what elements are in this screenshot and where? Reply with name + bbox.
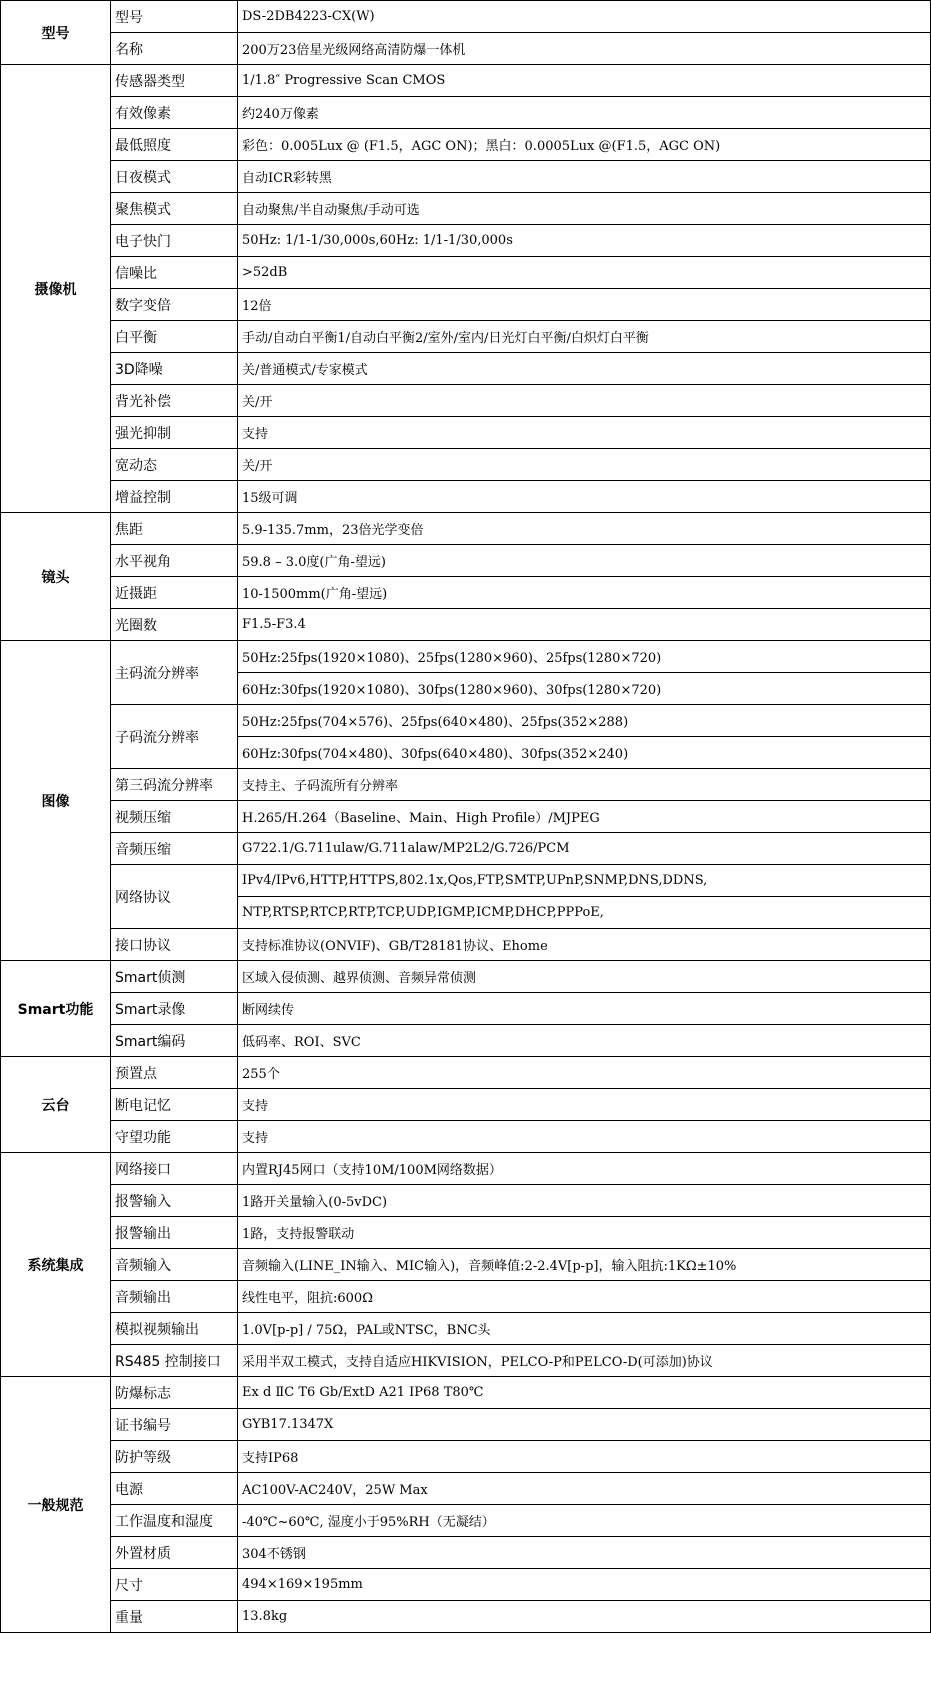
param-cell: 音频输入 [111,1249,238,1281]
param-cell: 子码流分辨率 [111,705,238,769]
value-cell: DS-2DB4223-CX(W) [238,1,931,33]
value-cell: 支持主、子码流所有分辨率 [238,769,931,801]
table-row [1,929,931,961]
value-cell: 1路开关量输入(0-5vDC) [238,1185,931,1217]
value-cell: 采用半双工模式，支持自适应HIKVISION，PELCO-P和PELCO-D(可添加)协议 [238,1345,931,1377]
param-cell: 最低照度 [111,129,238,161]
value-cell: 音频输入(LINE_IN输入、MIC输入)，音频峰值:2-2.4V[p-p]，输入阻抗:1KΩ±10% [238,1249,931,1281]
value-cell: GYB17.1347X [238,1409,931,1441]
value-cell: 关/开 [238,385,931,417]
value-cell: 50Hz:25fps(704×576)、25fps(640×480)、25fps(352×288) [238,705,931,737]
param-cell: Smart编码 [111,1025,238,1057]
value-cell: 支持标准协议(ONVIF)、GB/T28181协议、Ehome [238,929,931,961]
category-cell: 镜头 [1,513,111,641]
table-row [1,833,931,865]
value-cell: 255个 [238,1057,931,1089]
param-cell: 报警输出 [111,1217,238,1249]
param-cell: Smart录像 [111,993,238,1025]
table-row [1,481,931,513]
table-row [1,1569,931,1601]
value-cell: NTP,RTSP,RTCP,RTP,TCP,UDP,IGMP,ICMP,DHCP,PPPoE, [238,897,931,929]
param-cell: 水平视角 [111,545,238,577]
table-row [1,1505,931,1537]
value-cell: 低码率、ROI、SVC [238,1025,931,1057]
param-cell: 有效像素 [111,97,238,129]
table-row [1,641,931,673]
spec-table-body [1,1,931,1633]
category-cell: 一般规范 [1,1377,111,1633]
value-cell: 200万23倍星光级网络高清防爆一体机 [238,33,931,65]
value-cell: 50Hz: 1/1-1/30,000s,60Hz: 1/1-1/30,000s [238,225,931,257]
table-row [1,801,931,833]
value-cell: 支持 [238,417,931,449]
table-row [1,1313,931,1345]
table-row [1,577,931,609]
table-row [1,993,931,1025]
param-cell: 光圈数 [111,609,238,641]
param-cell: 音频输出 [111,1281,238,1313]
table-row [1,97,931,129]
value-cell: 彩色：0.005Lux @ (F1.5，AGC ON)；黑白：0.0005Lux @(F1.5，AGC ON) [238,129,931,161]
value-cell: 线性电平，阻抗:600Ω [238,1281,931,1313]
category-cell: 云台 [1,1057,111,1153]
param-cell: 增益控制 [111,481,238,513]
table-row [1,705,931,737]
table-row [1,1409,931,1441]
value-cell: 59.8 – 3.0度(广角-望远) [238,545,931,577]
param-cell: 报警输入 [111,1185,238,1217]
table-row [1,1121,931,1153]
param-cell: 守望功能 [111,1121,238,1153]
param-cell: 音频压缩 [111,833,238,865]
value-cell: 支持 [238,1089,931,1121]
table-row [1,1217,931,1249]
value-cell: 支持IP68 [238,1441,931,1473]
table-row [1,321,931,353]
table-row [1,1441,931,1473]
value-cell: 50Hz:25fps(1920×1080)、25fps(1280×960)、25fps(1280×720) [238,641,931,673]
table-row [1,289,931,321]
param-cell: 预置点 [111,1057,238,1089]
table-row [1,1377,931,1409]
value-cell: 15级可调 [238,481,931,513]
table-row [1,65,931,97]
value-cell: 10-1500mm(广角-望远) [238,577,931,609]
table-row [1,1185,931,1217]
table-row [1,1601,931,1633]
param-cell: 日夜模式 [111,161,238,193]
value-cell: 60Hz:30fps(704×480)、30fps(640×480)、30fps(352×240) [238,737,931,769]
table-row [1,1025,931,1057]
table-row [1,129,931,161]
value-cell: 1路，支持报警联动 [238,1217,931,1249]
table-row [1,1,931,33]
category-cell: 摄像机 [1,65,111,513]
value-cell: F1.5-F3.4 [238,609,931,641]
param-cell: 防爆标志 [111,1377,238,1409]
category-cell: Smart功能 [1,961,111,1057]
param-cell: 焦距 [111,513,238,545]
param-cell: 信噪比 [111,257,238,289]
value-cell: IPv4/IPv6,HTTP,HTTPS,802.1x,Qos,FTP,SMTP,UPnP,SNMP,DNS,DDNS, [238,865,931,897]
value-cell: 60Hz:30fps(1920×1080)、30fps(1280×960)、30fps(1280×720) [238,673,931,705]
param-cell: 聚焦模式 [111,193,238,225]
table-row [1,513,931,545]
param-cell: Smart侦测 [111,961,238,993]
param-cell: 数字变倍 [111,289,238,321]
table-row [1,1057,931,1089]
param-cell: 尺寸 [111,1569,238,1601]
value-cell: 自动ICR彩转黑 [238,161,931,193]
table-row [1,1345,931,1377]
value-cell: 494×169×195mm [238,1569,931,1601]
param-cell: 重量 [111,1601,238,1633]
param-cell: RS485 控制接口 [111,1345,238,1377]
value-cell: 区域入侵侦测、越界侦测、音频异常侦测 [238,961,931,993]
value-cell: 1.0V[p-p] / 75Ω，PAL或NTSC，BNC头 [238,1313,931,1345]
value-cell: 手动/自动白平衡1/自动白平衡2/室外/室内/日光灯白平衡/白炽灯白平衡 [238,321,931,353]
param-cell: 网络接口 [111,1153,238,1185]
table-row [1,1153,931,1185]
table-row [1,1281,931,1313]
category-cell: 型号 [1,1,111,65]
table-row [1,1473,931,1505]
param-cell: 电源 [111,1473,238,1505]
table-row [1,257,931,289]
value-cell: G722.1/G.711ulaw/G.711alaw/MP2L2/G.726/PCM [238,833,931,865]
value-cell: 支持 [238,1121,931,1153]
param-cell: 名称 [111,33,238,65]
table-row [1,545,931,577]
table-row [1,225,931,257]
param-cell: 型号 [111,1,238,33]
param-cell: 背光补偿 [111,385,238,417]
value-cell: AC100V-AC240V，25W Max [238,1473,931,1505]
table-row [1,769,931,801]
table-row [1,865,931,897]
value-cell: -40℃~60℃, 湿度小于95%RH（无凝结） [238,1505,931,1537]
param-cell: 外置材质 [111,1537,238,1569]
value-cell: 12倍 [238,289,931,321]
param-cell: 网络协议 [111,865,238,929]
table-row [1,1537,931,1569]
param-cell: 近摄距 [111,577,238,609]
value-cell: 自动聚焦/半自动聚焦/手动可选 [238,193,931,225]
param-cell: 模拟视频输出 [111,1313,238,1345]
table-row [1,1249,931,1281]
param-cell: 断电记忆 [111,1089,238,1121]
value-cell: Ex d ⅡC T6 Gb/ExtD A21 IP68 T80℃ [238,1377,931,1409]
value-cell: 13.8kg [238,1601,931,1633]
param-cell: 防护等级 [111,1441,238,1473]
table-row [1,353,931,385]
value-cell: 304不锈钢 [238,1537,931,1569]
value-cell: 5.9-135.7mm，23倍光学变倍 [238,513,931,545]
table-row [1,1089,931,1121]
value-cell: H.265/H.264（Baseline、Main、High Profile）/MJPEG [238,801,931,833]
table-row [1,609,931,641]
value-cell: 关/普通模式/专家模式 [238,353,931,385]
table-row [1,385,931,417]
param-cell: 视频压缩 [111,801,238,833]
param-cell: 宽动态 [111,449,238,481]
param-cell: 强光抑制 [111,417,238,449]
param-cell: 电子快门 [111,225,238,257]
param-cell: 传感器类型 [111,65,238,97]
param-cell: 工作温度和湿度 [111,1505,238,1537]
param-cell: 第三码流分辨率 [111,769,238,801]
value-cell: 内置RJ45网口（支持10M/100M网络数据） [238,1153,931,1185]
table-row [1,33,931,65]
table-row [1,417,931,449]
category-cell: 图像 [1,641,111,961]
param-cell: 主码流分辨率 [111,641,238,705]
table-row [1,161,931,193]
category-cell: 系统集成 [1,1153,111,1377]
table-row [1,449,931,481]
value-cell: >52dB [238,257,931,289]
value-cell: 关/开 [238,449,931,481]
param-cell: 接口协议 [111,929,238,961]
table-row [1,193,931,225]
value-cell: 断网续传 [238,993,931,1025]
table-row [1,961,931,993]
param-cell: 白平衡 [111,321,238,353]
value-cell: 约240万像素 [238,97,931,129]
value-cell: 1/1.8″ Progressive Scan CMOS [238,65,931,97]
param-cell: 3D降噪 [111,353,238,385]
param-cell: 证书编号 [111,1409,238,1441]
